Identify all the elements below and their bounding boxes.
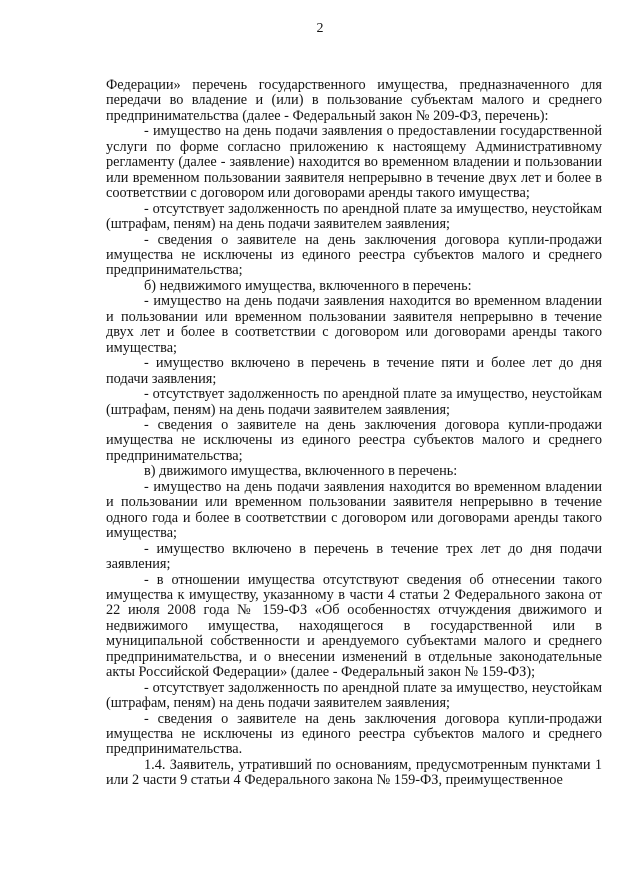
document-body [106, 78, 602, 789]
page-number: 2 [316, 21, 324, 36]
paragraph-condition-no-debt: - отсутствует задолженность по арендной плате за имущество, неустойкам (штрафам, пеням) на день подачи заявителем заявления; [106, 200, 602, 233]
paragraph-condition-lease-term: - имущество на день подачи заявления о предоставлении государственной услуги по форме согласно приложению к настоящему Административному регламенту (далее - заявление) находится во временном владении и пользовании или временном пользовании заявителя непрерывно в течение двух лет и более в соответствии с договором или договорами аренды такого имущества; [106, 123, 602, 202]
paragraph-condition-no-debt: - отсутствует задолженность по арендной плате за имущество, неустойкам (штрафам, пеням) на день подачи заявителем заявления; [106, 679, 602, 712]
paragraph-condition-registry: - сведения о заявителе на день заключения договора купли-продажи имущества не исключены из единого реестра субъектов малого и среднего предпринимательства; [106, 231, 602, 279]
paragraph-condition-lease-term: - имущество на день подачи заявления находится во временном владении и пользовании или временном пользовании заявителя непрерывно в течение одного года и более в соответствии с договором или договорами аренды такого имущества; [106, 478, 602, 542]
paragraph-condition-registry: - сведения о заявителе на день заключения договора купли-продажи имущества не исключены из единого реестра субъектов малого и среднего предпринимательства. [106, 710, 602, 758]
paragraph-section-1-4: 1.4. Заявитель, утративший по основаниям, предусмотренным пунктами 1 или 2 части 9 статьи 4 Федерального закона № 159-ФЗ, преимущественное [106, 756, 602, 789]
paragraph-condition-no-debt: - отсутствует задолженность по арендной плате за имущество, неустойкам (штрафам, пеням) на день подачи заявителем заявления; [106, 386, 602, 418]
paragraph-subheading-real-estate: б) недвижимого имущества, включенного в перечень: [144, 277, 472, 294]
paragraph-continuation: Федерации» перечень государственного имущества, предназначенного для передачи во владение и (или) в пользование субъектам малого и среднего предпринимательства (далее - Федеральный закон № 209-ФЗ, перечень): [106, 77, 602, 124]
paragraph-condition-law-reference: - в отношении имущества отсутствуют сведения об отнесении такого имущества к имуществу, указанному в части 4 статьи 2 Федерального закона от 22 июля 2008 года № 159-ФЗ «Об особенностях отчуждения движимого и недвижимого имущества, находящегося в государственной или в муниципальной собственности и арендуемого субъектами малого и среднего предпринимательства, и о внесении изменений в отдельные законодательные акты Российской Федерации» (далее - Федеральный закон № 159-ФЗ); [106, 571, 602, 681]
paragraph-subheading-movable: в) движимого имущества, включенного в перечень: [144, 463, 458, 480]
paragraph-condition-list-duration: - имущество включено в перечень в течение трех лет до дня подачи заявления; [106, 540, 602, 573]
paragraph-condition-list-duration: - имущество включено в перечень в течение пяти и более лет до дня подачи заявления; [106, 355, 602, 387]
paragraph-condition-lease-term: - имущество на день подачи заявления находится во временном владении и пользовании или временном пользовании заявителя непрерывно в течение двух лет и более в соответствии с договором или договорами аренды такого имущества; [106, 293, 602, 356]
paragraph-condition-registry: - сведения о заявителе на день заключения договора купли-продажи имущества не исключены из единого реестра субъектов малого и среднего предпринимательства; [106, 416, 602, 464]
